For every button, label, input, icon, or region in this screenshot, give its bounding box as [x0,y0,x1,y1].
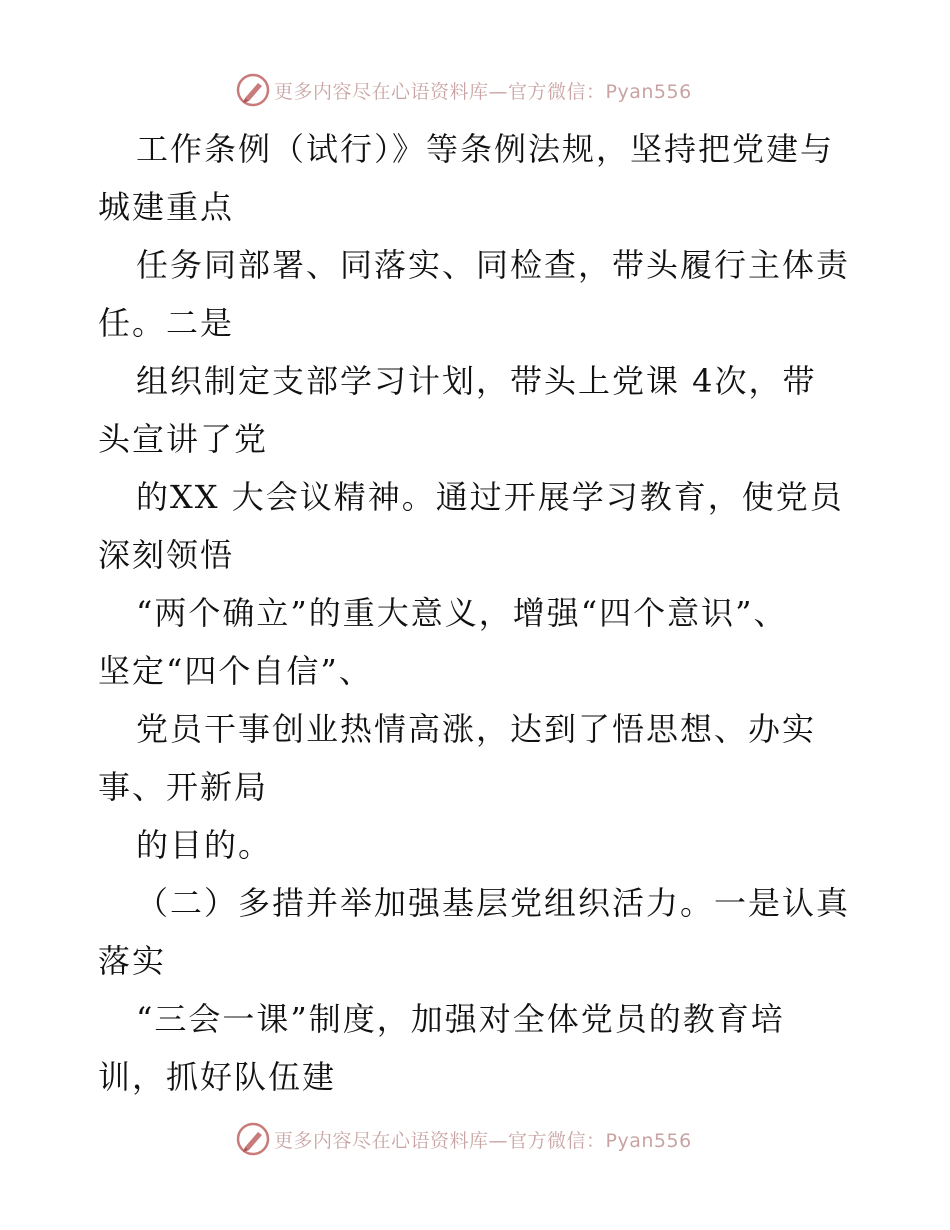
header-watermark [236,72,692,108]
text-line: 头宣讲了党 [98,420,269,458]
watermark-text: 更多内容尽在心语资料库—官方微信：Pyan556 [274,1129,692,1152]
text-line: “三会一课”制度，加强对全体党员的教育培 [136,1000,785,1038]
text-line: 落实 [98,942,167,980]
text-line: 的XX 大会议精神。通过开展学习教育，使党员 [136,478,844,516]
pen-logo-icon [236,73,270,107]
text-line: 组织制定支部学习计划，带头上党课 4次，带 [136,362,817,400]
text-line: 坚定“四个自信”、 [98,652,373,690]
text-line: 工作条例（试行）》等条例法规，坚持把党建与 [136,130,835,168]
text-line: 深刻领悟 [98,536,235,574]
text-line: 城建重点 [98,188,235,226]
text-line: 任务同部署、同落实、同检查，带头履行主体责 [136,246,851,284]
text-line: 任。二是 [98,304,235,342]
text-line: 党员干事创业热情高涨，达到了悟思想、办实 [136,710,817,748]
text-line: 训，抓好队伍建 [98,1058,337,1096]
text-line: 的目的。 [136,826,273,864]
text-line: “两个确立”的重大意义，增强“四个意识”、 [136,594,788,632]
document-body [98,120,858,1106]
footer-watermark [236,1121,692,1157]
watermark-text: 更多内容尽在心语资料库—官方微信：Pyan556 [274,80,692,103]
text-line: （二）多措并举加强基层党组织活力。一是认真 [136,884,851,922]
pen-logo-icon [236,1122,270,1156]
text-line: 事、开新局 [98,768,269,806]
